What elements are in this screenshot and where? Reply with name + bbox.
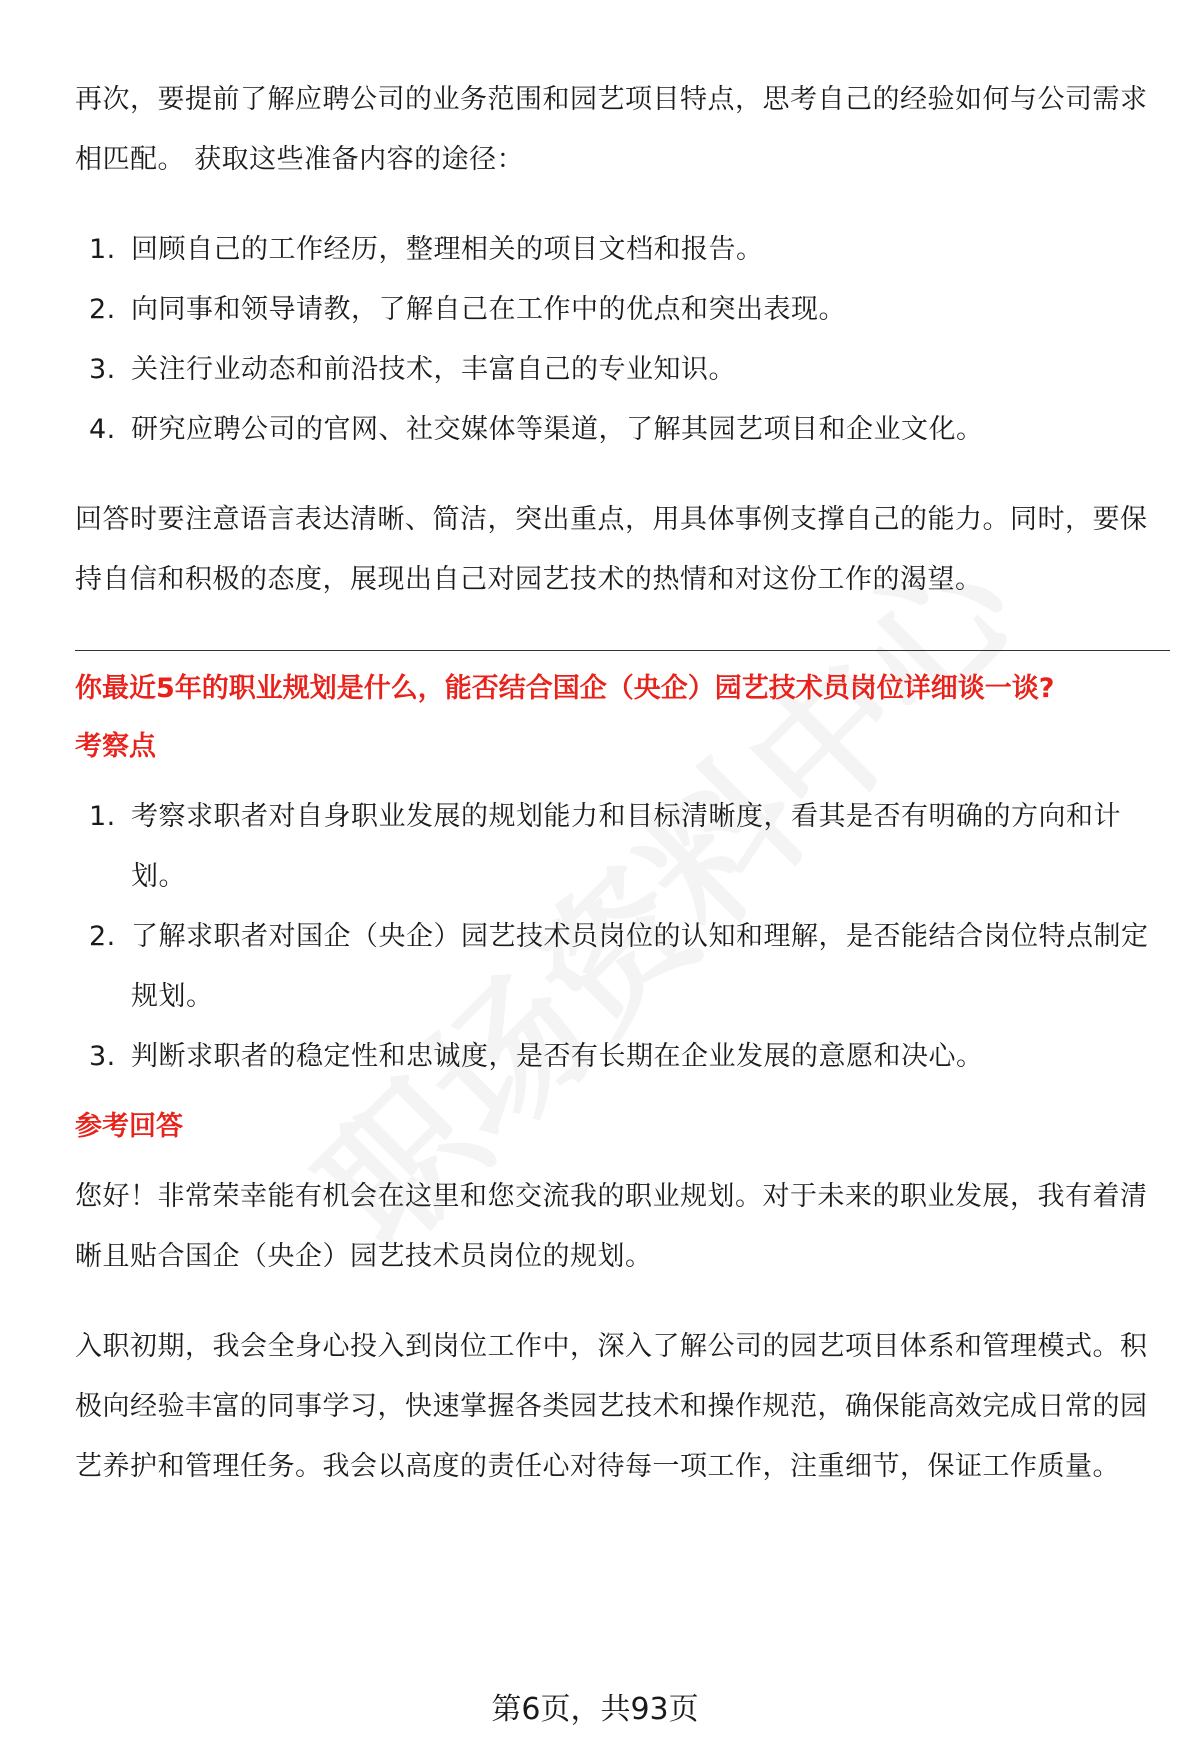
- list-item-text: 关注行业动态和前沿技术，丰富自己的专业知识。: [131, 354, 736, 385]
- list-number: 2.: [89, 294, 116, 325]
- list-item-text: 考察求职者对自身职业发展的规划能力和目标清晰度，看其是否有明确的方向和计划。: [131, 801, 1121, 892]
- list-item-text: 判断求职者的稳定性和忠诚度，是否有长期在企业发展的意愿和决心。: [131, 1041, 984, 1072]
- list-number: 1.: [89, 801, 116, 832]
- exam-points-list: [75, 787, 1170, 1087]
- list-item-text: 了解求职者对国企（央企）园艺技术员岗位的认知和理解，是否能结合岗位特点制定规划。: [131, 921, 1149, 1012]
- list-number: 3.: [89, 1041, 116, 1072]
- list-item: [75, 220, 1170, 280]
- list-item: [75, 400, 1170, 460]
- question-heading: 你最近5年的职业规划是什么，能否结合国企（央企）园艺技术员岗位详细谈一谈?: [75, 673, 1055, 704]
- section-divider: [75, 650, 1170, 651]
- reference-paragraph-1: 您好！非常荣幸能有机会在这里和您交流我的职业规划。对于未来的职业发展，我有着清晰且贴合国企（央企）园艺技术员岗位的规划。: [75, 1181, 1148, 1272]
- prep-steps-list: [75, 220, 1170, 460]
- list-item: [75, 340, 1170, 400]
- reference-paragraph-2: 入职初期，我会全身心投入到岗位工作中，深入了解公司的园艺项目体系和管理模式。积极向经验丰富的同事学习，快速掌握各类园艺技术和操作规范，确保能高效完成日常的园艺养护和管理任务。我会以高度的责任心对待每一项工作，注重细节，保证工作质量。: [75, 1331, 1148, 1482]
- list-number: 2.: [89, 921, 116, 952]
- list-item-text: 向同事和领导请教，了解自己在工作中的优点和突出表现。: [131, 294, 846, 325]
- answer-tip-paragraph: 回答时要注意语言表达清晰、简洁，突出重点，用具体事例支撑自己的能力。同时，要保持自信和积极的态度，展现出自己对园艺技术的热情和对这份工作的渴望。: [75, 504, 1148, 595]
- list-number: 4.: [89, 414, 116, 445]
- list-item: [75, 787, 1170, 907]
- list-item: [75, 1027, 1170, 1087]
- list-item-text: 研究应聘公司的官网、社交媒体等渠道，了解其园艺项目和企业文化。: [131, 414, 984, 445]
- intro-paragraph: 再次，要提前了解应聘公司的业务范围和园艺项目特点，思考自己的经验如何与公司需求相匹配。 获取这些准备内容的途径：: [75, 84, 1148, 175]
- reference-answer-heading: 参考回答: [75, 1111, 183, 1142]
- list-item: [75, 907, 1170, 1027]
- list-number: 1.: [89, 234, 116, 265]
- list-item-text: 回顾自己的工作经历，整理相关的项目文档和报告。: [131, 234, 764, 265]
- page-number-footer: 第6页，共93页: [491, 1692, 699, 1727]
- exam-points-heading: 考察点: [75, 731, 156, 762]
- list-item: [75, 280, 1170, 340]
- document-page: [75, 70, 1170, 1497]
- list-number: 3.: [89, 354, 116, 385]
